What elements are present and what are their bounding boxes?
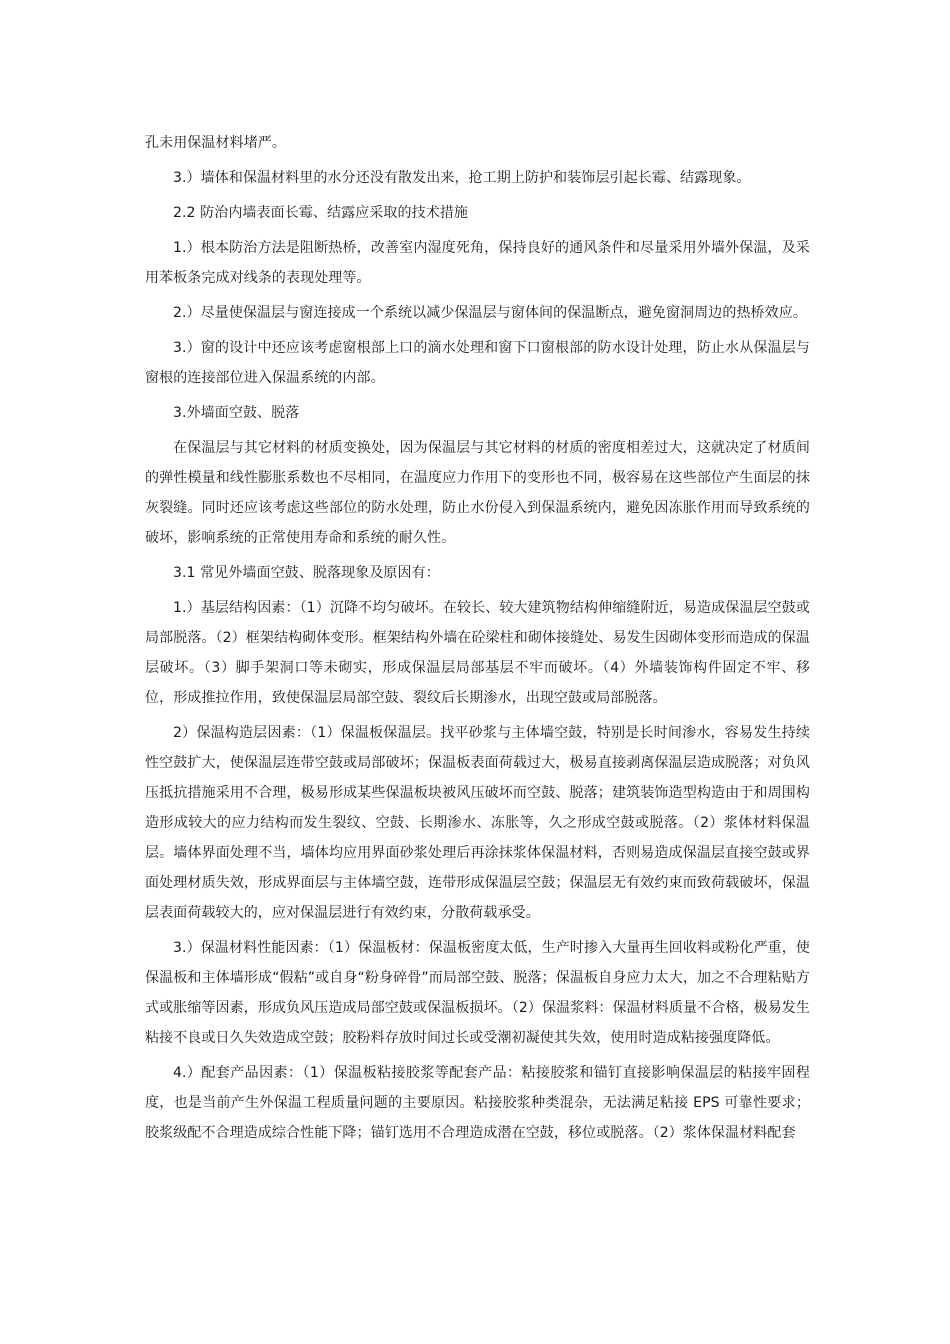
- paragraph-10: 1.）基层结构因素：（1）沉降不均匀破坏。在较长、较大建筑物结构伸缩缝附近，易造成保温层空鼓或局部脱落。（2）框架结构砌体变形。框架结构外墙在砼梁柱和砌体接缝处、易发生因砌体变形而造成的保温层破坏。（3）脚手架洞口等未砌实，形成保温层局部基层不牢而破坏。（4）外墙装饰构件固定不牢、移位，形成推拉作用，致使保温层局部空鼓、裂纹后长期渗水，出现空鼓或局部脱落。: [145, 600, 810, 706]
- section-heading-2-2: 2.2 防治内墙表面长霉、结露应采取的技术措施: [173, 205, 469, 221]
- paragraph-8: 在保温层与其它材料的材质变换处，因为保温层与其它材料的材质的密度相差过大，这就决定了材质间的弹性模量和线性膨胀系数也不尽相同，在温度应力作用下的变形也不同，极容易在这些部位产生面层的抹灰裂缝。同时还应该考虑这些部位的防水处理，防止水份侵入到保温系统内，避免因冻胀作用而导致系统的破坏，影响系统的正常使用寿命和系统的耐久性。: [145, 440, 810, 546]
- section-heading-3: 3.外墙面空鼓、脱落: [173, 405, 300, 421]
- paragraph-12: 3.）保温材料性能因素：（1）保温板材：保温板密度太低，生产时掺入大量再生回收料或粉化严重，使保温板和主体墙形成“假粘”或自身“粉身碎骨”而局部空鼓、脱落；保温板自身应力太大，加之不合理粘贴方式或胀缩等因素，形成负风压造成局部空鼓或保温板损坏。（2）保温浆料：保温材料质量不合格，极易发生粘接不良或日久失效造成空鼓；胶粉料存放时间过长或受潮初凝使其失效，使用时造成粘接强度降低。: [145, 940, 810, 1046]
- paragraph-1: 孔未用保温材料堵严。: [145, 135, 286, 151]
- paragraph-2: 3.）墙体和保温材料里的水分还没有散发出来，抢工期上防护和装饰层引起长霉、结露现象。: [173, 170, 751, 186]
- paragraph-5: 2.）尽量使保温层与窗连接成一个系统以减少保温层与窗体间的保温断点，避免窗洞周边的热桥效应。: [173, 305, 807, 321]
- paragraph-11: 2）保温构造层因素：（1）保温板保温层。找平砂浆与主体墙空鼓，特别是长时间渗水，容易发生持续性空鼓扩大，使保温层连带空鼓或局部破坏；保温板表面荷载过大，极易直接剥离保温层造成脱落；对负风压抵抗措施采用不合理，极易形成某些保温板块被风压破坏而空鼓、脱落；建筑装饰造型构造由于和周围构造形成较大的应力结构而发生裂纹、空鼓、长期渗水、冻胀等，久之形成空鼓或脱落。（2）浆体材料保温层。墙体界面处理不当，墙体均应用界面砂浆处理后再涂抹浆体保温材料，否则易造成保温层直接空鼓或界面处理材质失效，形成界面层与主体墙空鼓，连带形成保温层空鼓；保温层无有效约束而致荷载破坏，保温层表面荷载较大的，应对保温层进行有效约束，分散荷载承受。: [145, 725, 810, 921]
- document-body: [145, 128, 810, 1153]
- paragraph-6: 3.）窗的设计中还应该考虑窗根部上口的滴水处理和窗下口窗根部的防水设计处理，防止水从保温层与窗根的连接部位进入保温系统的内部。: [145, 340, 810, 386]
- paragraph-13: 4.）配套产品因素：（1）保温板粘接胶浆等配套产品：粘接胶浆和锚钉直接影响保温层的粘接牢固程度，也是当前产生外保温工程质量问题的主要原因。粘接胶浆种类混杂，无法满足粘接 EPS 可靠性要求；胶浆级配不合理造成综合性能下降；锚钉选用不合理造成潜在空鼓，移位或脱落。（2）浆体保温材料配套: [145, 1065, 810, 1141]
- section-heading-3-1: 3.1 常见外墙面空鼓、脱落现象及原因有：: [173, 565, 440, 581]
- paragraph-4: 1.）根本防治方法是阻断热桥，改善室内湿度死角，保持良好的通风条件和尽量采用外墙外保温，及采用苯板条完成对线条的表现处理等。: [145, 240, 810, 286]
